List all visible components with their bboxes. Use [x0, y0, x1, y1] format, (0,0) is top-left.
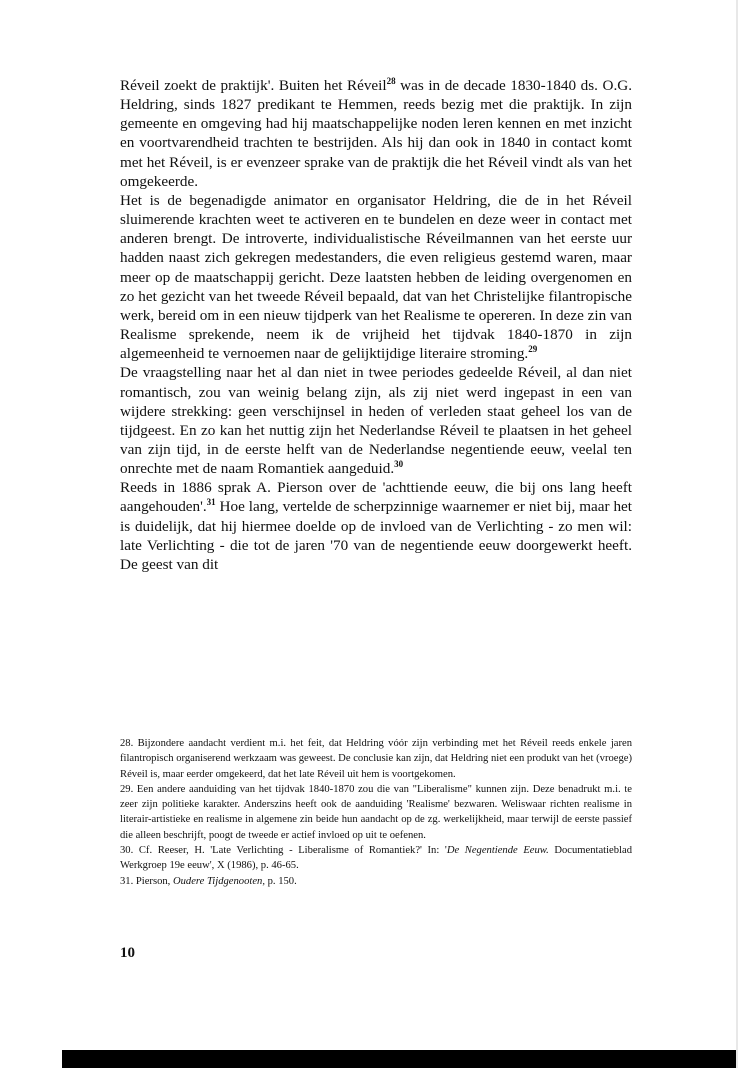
- footnote-ref-28[interactable]: 28: [386, 76, 396, 86]
- footnote-ref-30[interactable]: 30: [394, 459, 404, 470]
- paragraph-4: Reeds in 1886 sprak A. Pierson over de 'achttiende eeuw, die bij ons lang heeft aangehouden'.$^{31}$ Hoe lang, vertelde de scherpzinnige waarnemer er niet bij, maar het is duidelijk, dat hij hiermee doelde op de invloed van de Verlichting - zo men wil: late Verlichting - die tot de jaren '70 van de negentiende eeuw doorgewerkt heeft. De geest van dit: [120, 479, 632, 573]
- page-number: 10: [120, 945, 135, 961]
- footnote-31: 31. Pierson, Oudere Tijdgenooten, p. 150.: [120, 875, 297, 887]
- scan-border-bottom: [62, 1050, 738, 1068]
- footnote-ref-29[interactable]: 29: [528, 344, 538, 355]
- footnote-30: 30. Cf. Reeser, H. 'Late Verlichting - Liberalisme of Romantiek?' In: 'De Negentiende Eeuw. Documentatieblad Werkgroep 19e eeuw', X (1986), p. 46-65.: [120, 845, 632, 872]
- paragraph-3: De vraagstelling naar het al dan niet in twee periodes gedeelde Réveil, al dan niet romantisch, zou van weinig belang zijn, als zij niet werd ingepast in een van wijdere strekking: geen verschijnsel in heden of verleden staat geheel los van de tijdgeest. En zo kan het nuttig zijn het Nederlandse Réveil te plaatsen in het geheel van zijn tijd, in de eerste helft van de Nederlandse negentiende eeuw, veelal ten onrechte met de naam Romantiek aangeduid.$^{30}$: [120, 364, 632, 478]
- footnote-29: 29. Een andere aanduiding van het tijdvak 1840-1870 zou die van "Liberalisme" kunnen zijn. Deze benadrukt m.i. te zeer zijn politieke karakter. Anderszins heeft ook de aanduiding 'Realisme' bezwaren. Weliswaar richten realisme in literair-artistieke en realisme in algemene zin beide hun aandacht op de zg. werkelijkheid, maar terwijl de eerste passief die alleen beschrijft, poogt de tweede er actief invloed op uit te oefenen.: [120, 783, 632, 841]
- body-text: [120, 76, 632, 574]
- footnotes: [120, 736, 632, 889]
- paragraph-1: Réveil zoekt de praktijk'. Buiten het Réveil$^{28}$ was in de decade 1830-1840 ds. O.G. Heldring, sinds 1827 predikant te Hemmen, reeds bezig met die praktijk. In zijn gemeente en omgeving had hij maatschappelijke noden leren kennen en met inzicht en voortvarendheid trachten te bestrijden. Als hij dan ook in 1840 in contact komt met het Réveil, is er evenzeer sprake van de praktijk die het Réveil vindt als van het omgekeerde.: [120, 76, 633, 190]
- footnote-ref-31[interactable]: 31: [206, 497, 216, 508]
- footnote-28: 28. Bijzondere aandacht verdient m.i. het feit, dat Heldring vóór zijn verbinding met het Réveil reeds enkele jaren filantropisch organiserend werkzaam was geweest. De conclusie kan zijn, dat Heldring niet een produkt van het (vroege) Réveil is, maar eerder omgekeerd, dat het late Réveil uit hem is voortgekomen.: [120, 738, 632, 780]
- paragraph-2: Het is de begenadigde animator en organisator Heldring, die de in het Réveil sluimerende krachten weet te activeren en te bundelen en deze weer in contact met anderen brengt. De introverte, individualistische Réveilmannen van het eerste uur hadden naast zich gekregen medestanders, die even religieus gestemd waren, maar meer op de maatschappij gericht. Deze laatsten hebben de leiding overgenomen en zo het gezicht van het tweede Réveil bepaald, dat van het Christelijke filantropische werk, bereid om in een nieuw tijdperk van het Realisme te opereren. In deze zin van Realisme sprekende, neem ik de vrijheid het tijdvak 1840-1870 in zijn algemeenheid te vernoemen naar de gelijktijdige literaire stroming.$^{29}$: [120, 191, 632, 363]
